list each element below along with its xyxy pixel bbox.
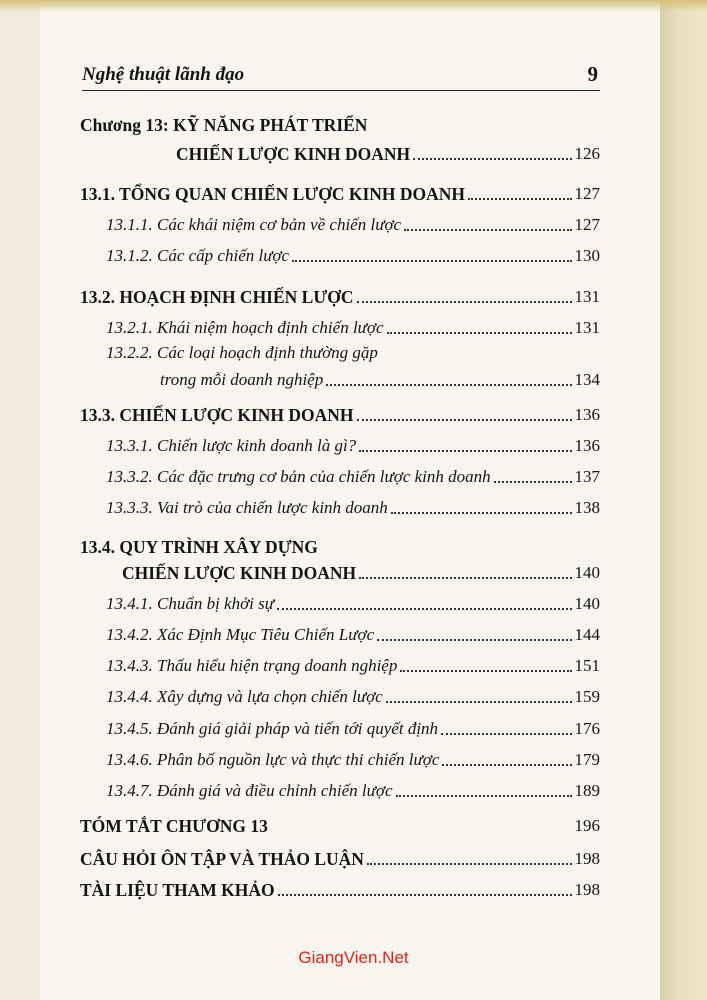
leader-dots (391, 511, 572, 514)
toc-label: CHIẾN LƯỢC KINH DOANH (122, 563, 357, 583)
toc-entry[interactable] (80, 494, 600, 518)
toc-entry[interactable] (80, 652, 600, 676)
toc-entry[interactable] (80, 366, 600, 390)
toc-label: 13.3.1. Chiến lược kinh doanh là gì? (106, 436, 357, 455)
toc-label: 13.4.1. Chuẩn bị khởi sự (106, 594, 275, 613)
leader-dots (359, 449, 571, 452)
leader-dots (442, 763, 571, 766)
toc-entry[interactable] (80, 242, 600, 266)
leader-dots (357, 300, 572, 303)
toc-page-number: 159 (574, 687, 600, 706)
leader-dots (387, 331, 572, 334)
toc-entry[interactable] (80, 314, 600, 338)
toc-page-number: 130 (574, 246, 600, 265)
toc-page-number: 196 (574, 816, 600, 835)
toc-page-number: 198 (574, 880, 600, 899)
leader-dots (359, 576, 571, 579)
toc-page-number: 140 (574, 563, 600, 582)
leader-dots (468, 197, 571, 200)
toc-label: 13.1.1. Các khái niệm cơ bản về chiến lược (106, 215, 402, 234)
toc-page-number: 151 (574, 656, 600, 675)
toc-label: 13.4.7. Đánh giá và điều chỉnh chiến lược (106, 781, 393, 800)
toc-entry[interactable] (80, 180, 600, 204)
leader-dots (277, 607, 571, 610)
toc-page-number: 198 (574, 849, 600, 868)
toc-entry[interactable] (80, 683, 600, 707)
toc-label: 13.4.2. Xác Định Mục Tiêu Chiến Lược (106, 625, 375, 644)
watermark-text: GiangVien.Net (298, 948, 409, 967)
leader-dots (357, 418, 572, 421)
toc-label: 13.4.4. Xây dựng và lựa chọn chiến lược (106, 687, 383, 706)
toc-entry[interactable] (80, 876, 600, 900)
leader-dots (441, 732, 571, 735)
toc-label: 13.4.5. Đánh giá giải pháp và tiến tới quyết định (106, 719, 439, 738)
toc-page-number: 179 (574, 750, 600, 769)
toc-page-number: 126 (574, 144, 600, 163)
toc-entry[interactable] (80, 463, 600, 487)
leader-dots (326, 383, 571, 386)
leader-dots (396, 794, 572, 797)
toc-label: 13.4.3. Thấu hiểu hiện trạng doanh nghiệp (106, 656, 398, 675)
toc-entry[interactable] (80, 812, 600, 836)
toc-page-number: 136 (574, 436, 600, 455)
toc-entry[interactable] (80, 559, 600, 583)
toc-page-number: 138 (574, 498, 600, 517)
toc-page-number: 134 (574, 370, 600, 389)
toc-entry[interactable] (80, 845, 600, 869)
toc-page-number: 176 (574, 719, 600, 738)
leader-dots (271, 829, 572, 832)
toc-entry[interactable] (80, 715, 600, 739)
chapter-title-line2: CHIẾN LƯỢC KINH DOANH (176, 144, 411, 164)
toc-page-number: 136 (574, 405, 600, 424)
toc-page-number: 131 (574, 318, 600, 337)
leader-dots (400, 669, 571, 672)
toc-entry[interactable] (80, 211, 600, 235)
toc-entry[interactable] (80, 621, 600, 645)
toc-page-number: 127 (574, 215, 600, 234)
toc-label: 13.2.1. Khái niệm hoạch định chiến lược (106, 318, 384, 337)
toc-page-number: 144 (574, 625, 600, 644)
toc-page-number: 131 (574, 287, 600, 306)
toc-label: 13.4.6. Phân bố nguồn lực và thực thi chiến lược (106, 750, 440, 769)
leader-dots (278, 893, 572, 896)
toc-entry[interactable] (80, 283, 600, 307)
leader-dots (386, 700, 572, 703)
toc-entry[interactable] (80, 777, 600, 801)
toc-label: 13.3.3. Vai trò của chiến lược kinh doanh (106, 498, 388, 517)
toc-entry[interactable] (80, 432, 600, 456)
leader-dots (494, 480, 572, 483)
toc-label: TÓM TẮT CHƯƠNG 13 (80, 816, 268, 836)
toc-label-line1: 13.4. QUY TRÌNH XÂY DỰNG (80, 537, 318, 557)
chapter-title-line1: Chương 13: KỸ NĂNG PHÁT TRIỂN (80, 115, 368, 135)
toc-label: 13.1. TỔNG QUAN CHIẾN LƯỢC KINH DOANH (80, 184, 466, 204)
toc-label: 13.2. HOẠCH ĐỊNH CHIẾN LƯỢC (80, 287, 354, 307)
toc-page-number: 137 (574, 467, 600, 486)
toc-page-number: 140 (574, 594, 600, 613)
toc-page-number: 189 (574, 781, 600, 800)
toc-page-number: 127 (574, 184, 600, 203)
leader-dots (413, 157, 571, 160)
toc-label: 13.3. CHIẾN LƯỢC KINH DOANH (80, 405, 354, 425)
toc-label: CÂU HỎI ÔN TẬP VÀ THẢO LUẬN (80, 849, 364, 869)
toc-label: 13.3.2. Các đặc trưng cơ bản của chiến lược kinh doanh (106, 467, 491, 486)
page-number: 9 (587, 62, 598, 86)
leader-dots (404, 228, 571, 231)
toc-label: trong mỗi doanh nghiệp (160, 370, 324, 389)
book-title: Nghệ thuật lãnh đạo (82, 64, 245, 85)
toc-entry-chapter[interactable] (80, 140, 600, 164)
toc-label-line1: 13.2.2. Các loại hoạch định thường gặp (106, 343, 378, 362)
toc-entry[interactable] (80, 590, 600, 614)
toc-entry[interactable] (80, 401, 600, 425)
leader-dots (292, 259, 571, 262)
leader-dots (377, 638, 571, 641)
toc-label: 13.1.2. Các cấp chiến lược (106, 246, 290, 265)
toc-label: TÀI LIỆU THAM KHẢO (80, 880, 275, 900)
toc-entry[interactable] (80, 746, 600, 770)
leader-dots (367, 862, 572, 865)
